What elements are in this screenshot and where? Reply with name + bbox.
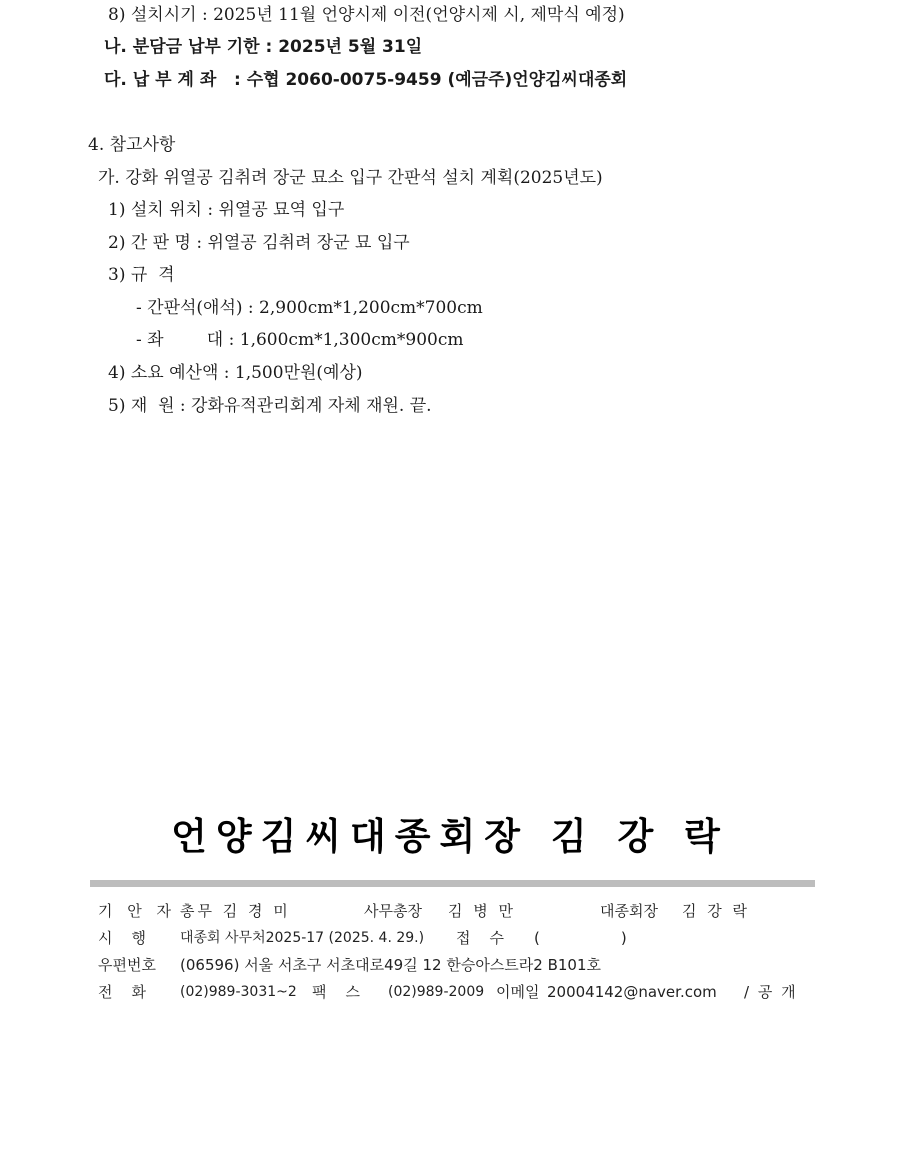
spec-sub-item: - 좌 대 : 1,600cm*1,300cm*900cm xyxy=(136,330,464,350)
drafter-name: 총무 김 경 미 xyxy=(180,902,291,920)
plan-item: 1) 설치 위치 : 위열공 묘역 입구 xyxy=(108,200,345,220)
email-label: 이메일 xyxy=(496,983,540,1001)
secretary-label: 사무총장 xyxy=(364,902,422,920)
section-heading: 4. 참고사항 xyxy=(88,135,176,155)
plan-item: 5) 재 원 : 강화유적관리회계 자체 재원. 끝. xyxy=(108,396,432,416)
payment-deadline: 나. 분담금 납부 기한 : 2025년 5월 31일 xyxy=(104,37,423,57)
president-name: 김 강 락 xyxy=(682,902,751,920)
footer-divider xyxy=(90,880,815,887)
fax-label: 팩 스 xyxy=(312,983,361,1001)
fax-value: (02)989-2009 xyxy=(388,984,485,1000)
secretary-name: 김 병 만 xyxy=(448,902,517,920)
install-time-line: 8) 설치시기 : 2025년 11월 언양시제 이전(언양시제 시, 제막식 예정) xyxy=(108,5,625,25)
enforce-label: 시 행 xyxy=(98,929,147,947)
payment-account: 다. 납 부 계 좌 : 수협 2060-0075-9459 (예금주)언양김씨대종회 xyxy=(104,70,628,90)
phone-label: 전 화 xyxy=(98,983,147,1001)
receipt-label: 접 수 xyxy=(456,929,505,947)
plan-item: 4) 소요 예산액 : 1,500만원(예상) xyxy=(108,363,363,383)
phone-value: (02)989-3031~2 xyxy=(180,984,297,1000)
plan-item: 2) 간 판 명 : 위열공 김취려 장군 묘 입구 xyxy=(108,233,410,253)
plan-title: 가. 강화 위열공 김취려 장군 묘소 입구 간판석 설치 계획(2025년도) xyxy=(98,168,603,188)
spec-sub-item: - 간판석(애석) : 2,900cm*1,200cm*700cm xyxy=(136,298,483,318)
enforce-value: 대종회 사무처2025-17 (2025. 4. 29.) xyxy=(180,930,425,946)
postal-label: 우편번호 xyxy=(98,956,156,974)
drafter-label: 기 안 자 xyxy=(98,902,177,920)
postal-value: (06596) 서울 서초구 서초대로49길 12 한승아스트라2 B101호 xyxy=(180,956,601,974)
receipt-value: ( ) xyxy=(534,929,627,947)
disclosure-status: / 공 개 xyxy=(744,983,798,1001)
president-label: 대종회장 xyxy=(600,902,658,920)
signature-title: 언양김씨대종회장 김 강 락 xyxy=(171,814,729,858)
plan-item: 3) 규 격 xyxy=(108,265,175,285)
email-value: 20004142@naver.com xyxy=(547,983,717,1001)
